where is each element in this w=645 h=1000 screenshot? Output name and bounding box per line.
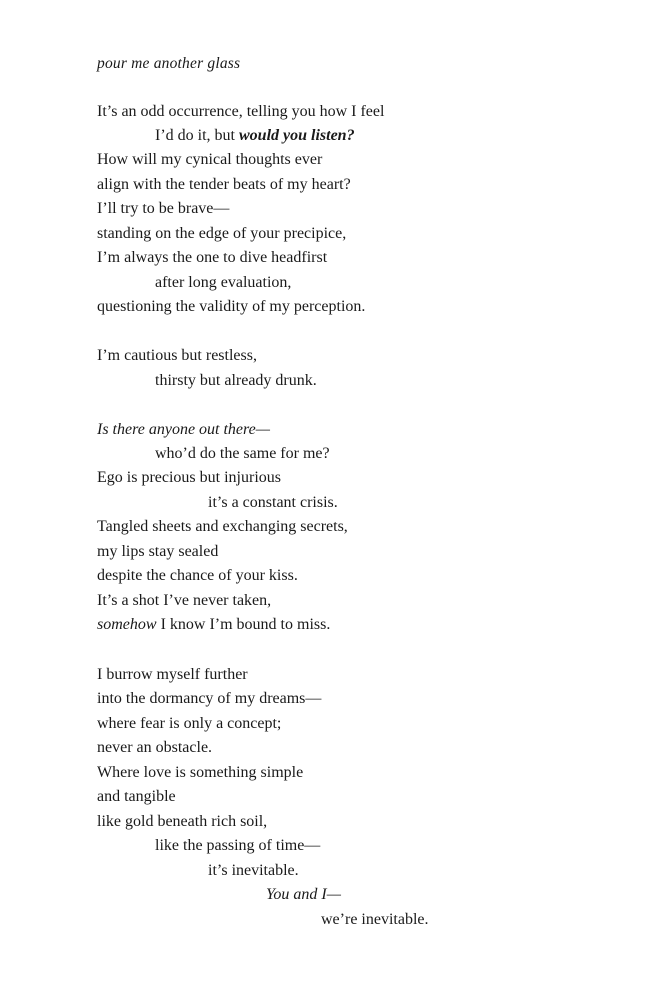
poem-line-emphasis: somehow xyxy=(97,616,157,633)
poem-line: It’s an odd occurrence, telling you how I feel xyxy=(97,103,385,120)
poem-line-emphasis: Is there anyone out there— xyxy=(97,421,270,438)
poem-line-text: I’d do it, but xyxy=(155,127,239,144)
poem-line: How will my cynical thoughts ever xyxy=(97,151,323,168)
poem-line: I’m always the one to dive headfirst xyxy=(97,249,328,266)
poem-line: I burrow myself further xyxy=(97,666,248,683)
poem-line: like gold beneath rich soil, xyxy=(97,813,268,830)
poem-line-emphasis: would you listen? xyxy=(239,127,355,144)
poem-line xyxy=(97,419,270,441)
poem-line: it’s a constant crisis. xyxy=(208,494,338,511)
poem-line-emphasis: You and I— xyxy=(266,886,341,903)
poem-line: never an obstacle. xyxy=(97,739,213,756)
poem-line: where fear is only a concept; xyxy=(97,715,282,732)
poem-line: after long evaluation, xyxy=(155,274,292,291)
poem-line xyxy=(266,884,341,906)
poem-line xyxy=(97,614,330,636)
poem-line: I’m cautious but restless, xyxy=(97,347,257,364)
poem-line-text: I know I’m bound to miss. xyxy=(156,616,331,633)
poem-line: we’re inevitable. xyxy=(321,911,429,928)
poem-line xyxy=(155,125,355,147)
poem-line: my lips stay sealed xyxy=(97,543,219,560)
poem-line: thirsty but already drunk. xyxy=(155,372,317,389)
poem-line: Ego is precious but injurious xyxy=(97,469,281,486)
poem-line: like the passing of time— xyxy=(155,837,321,854)
poem-line: align with the tender beats of my heart? xyxy=(97,176,351,193)
poem-line: Where love is something simple xyxy=(97,764,304,781)
poem-line: standing on the edge of your precipice, xyxy=(97,225,347,242)
poem-line: who’d do the same for me? xyxy=(155,445,330,462)
poem-line: and tangible xyxy=(97,788,176,805)
poem-title: pour me another glass xyxy=(97,55,241,72)
poem-line: questioning the validity of my perception. xyxy=(97,298,366,315)
poem-line: it’s inevitable. xyxy=(208,862,299,879)
poem-line: It’s a shot I’ve never taken, xyxy=(97,592,272,609)
poem-line: Tangled sheets and exchanging secrets, xyxy=(97,518,348,535)
poem-line: despite the chance of your kiss. xyxy=(97,567,298,584)
poem-line: I’ll try to be brave— xyxy=(97,200,230,217)
poem-line: into the dormancy of my dreams— xyxy=(97,690,322,707)
